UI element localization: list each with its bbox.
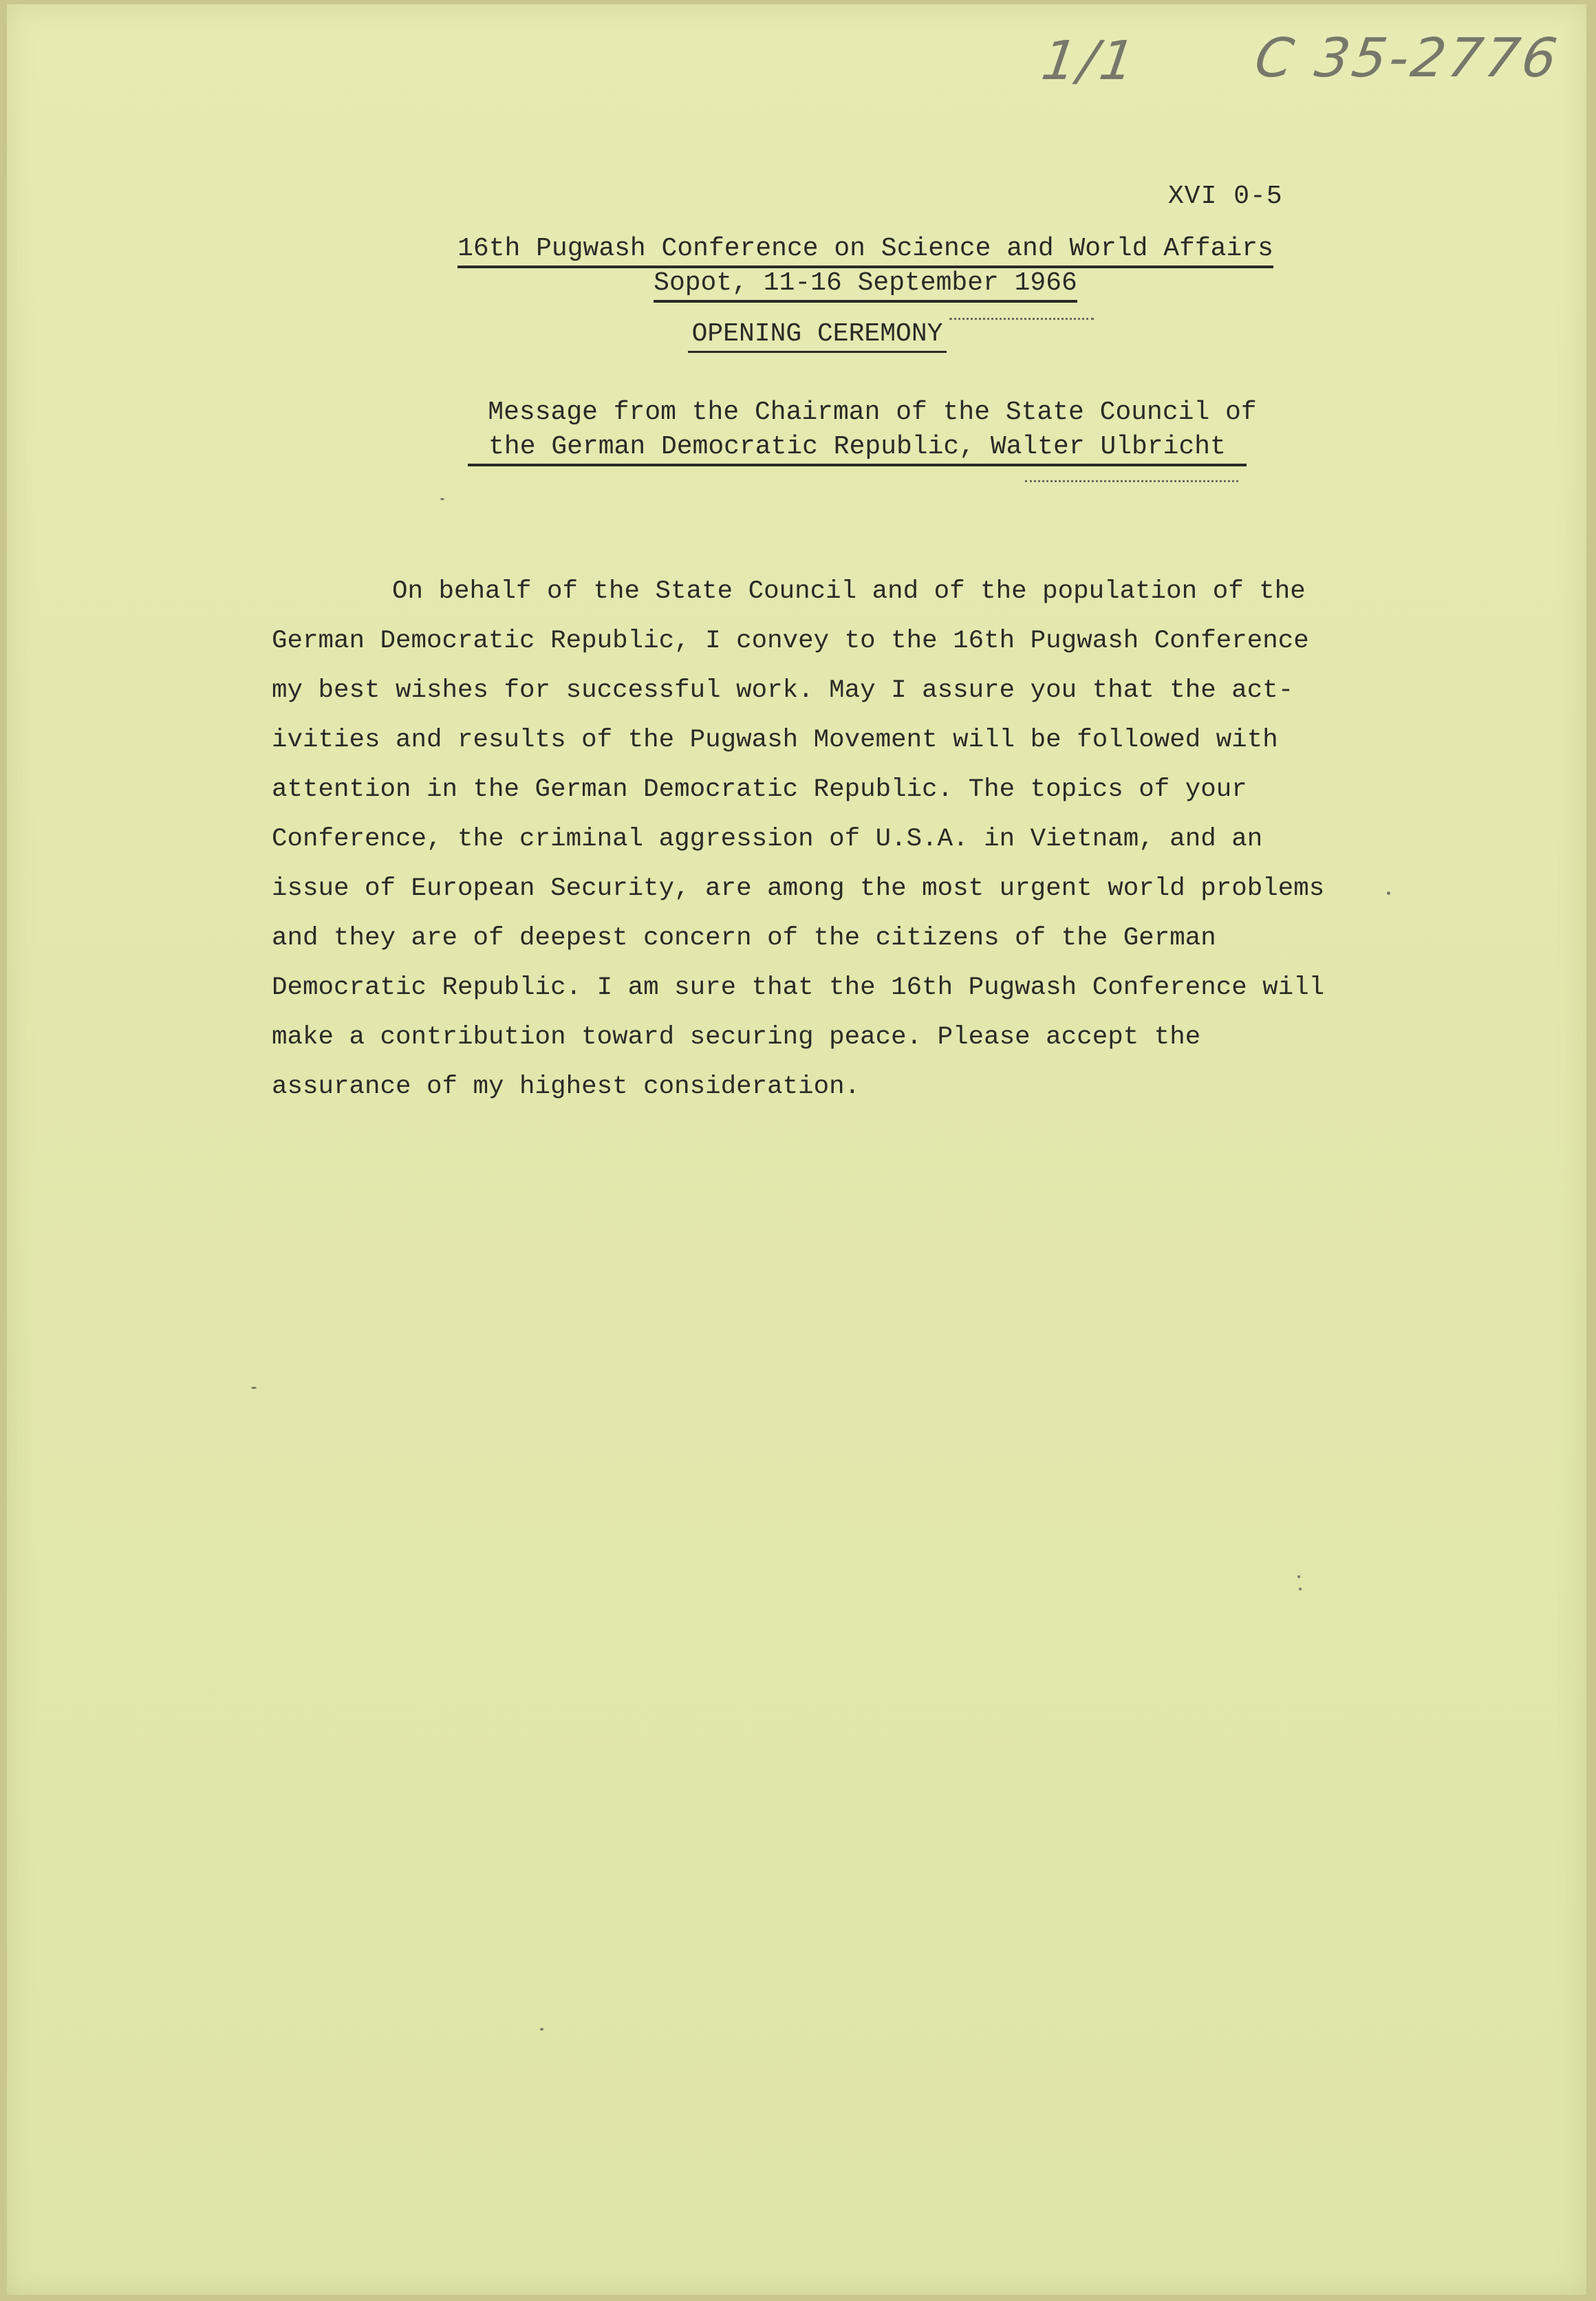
body-line: my best wishes for successful work. May I assure you that the act- <box>272 676 1294 705</box>
session-title-text: OPENING CEREMONY <box>688 319 947 353</box>
message-heading-line-2-text: the German Democratic Republic, Walter Ulbricht <box>468 432 1247 466</box>
body-line: Conference, the criminal aggression of U.S.A. in Vietnam, and an <box>272 825 1263 854</box>
body-line: On behalf of the State Council and of the population of the <box>392 577 1306 606</box>
conference-place-date <box>76 268 1586 303</box>
paper-speck <box>1297 1575 1300 1578</box>
session-title <box>28 319 1586 353</box>
dotted-rule <box>949 318 1094 320</box>
message-heading-line-1 <box>83 398 1586 429</box>
paper-speck <box>251 1387 257 1389</box>
document-page <box>7 4 1586 2295</box>
document-reference: XVI 0-5 <box>1168 182 1283 211</box>
message-heading-line-1-text: Message from the Chairman of the State Council of <box>488 398 1257 427</box>
paper-speck <box>540 2028 543 2031</box>
handwritten-folio-number: 1/1 <box>1037 30 1141 92</box>
body-line: attention in the German Democratic Republic. The topics of your <box>272 775 1247 804</box>
conference-place-date-text: Sopot, 11-16 September 1966 <box>654 268 1077 303</box>
body-line: make a contribution toward securing peace. Please accept the <box>272 1023 1201 1052</box>
dotted-rule <box>1025 480 1238 482</box>
paper-speck <box>1387 892 1390 895</box>
body-line: ivities and results of the Pugwash Movement will be followed with <box>272 726 1278 755</box>
paper-speck <box>1299 1588 1302 1590</box>
conference-title-text: 16th Pugwash Conference on Science and World Affairs <box>457 234 1273 268</box>
body-line: and they are of deepest concern of the citizens of the German <box>272 924 1216 953</box>
body-line: issue of European Security, are among the most urgent world problems <box>272 874 1325 903</box>
message-heading-line-2 <box>67 432 1586 466</box>
handwritten-catalog-number: C 35-2776 <box>1251 28 1564 89</box>
conference-title <box>76 234 1586 268</box>
body-line: German Democratic Republic, I convey to the 16th Pugwash Conference <box>272 627 1309 656</box>
body-line: assurance of my highest consideration. <box>272 1072 861 1101</box>
paper-speck <box>440 498 444 500</box>
body-line: Democratic Republic. I am sure that the 16th Pugwash Conference will <box>272 973 1325 1002</box>
